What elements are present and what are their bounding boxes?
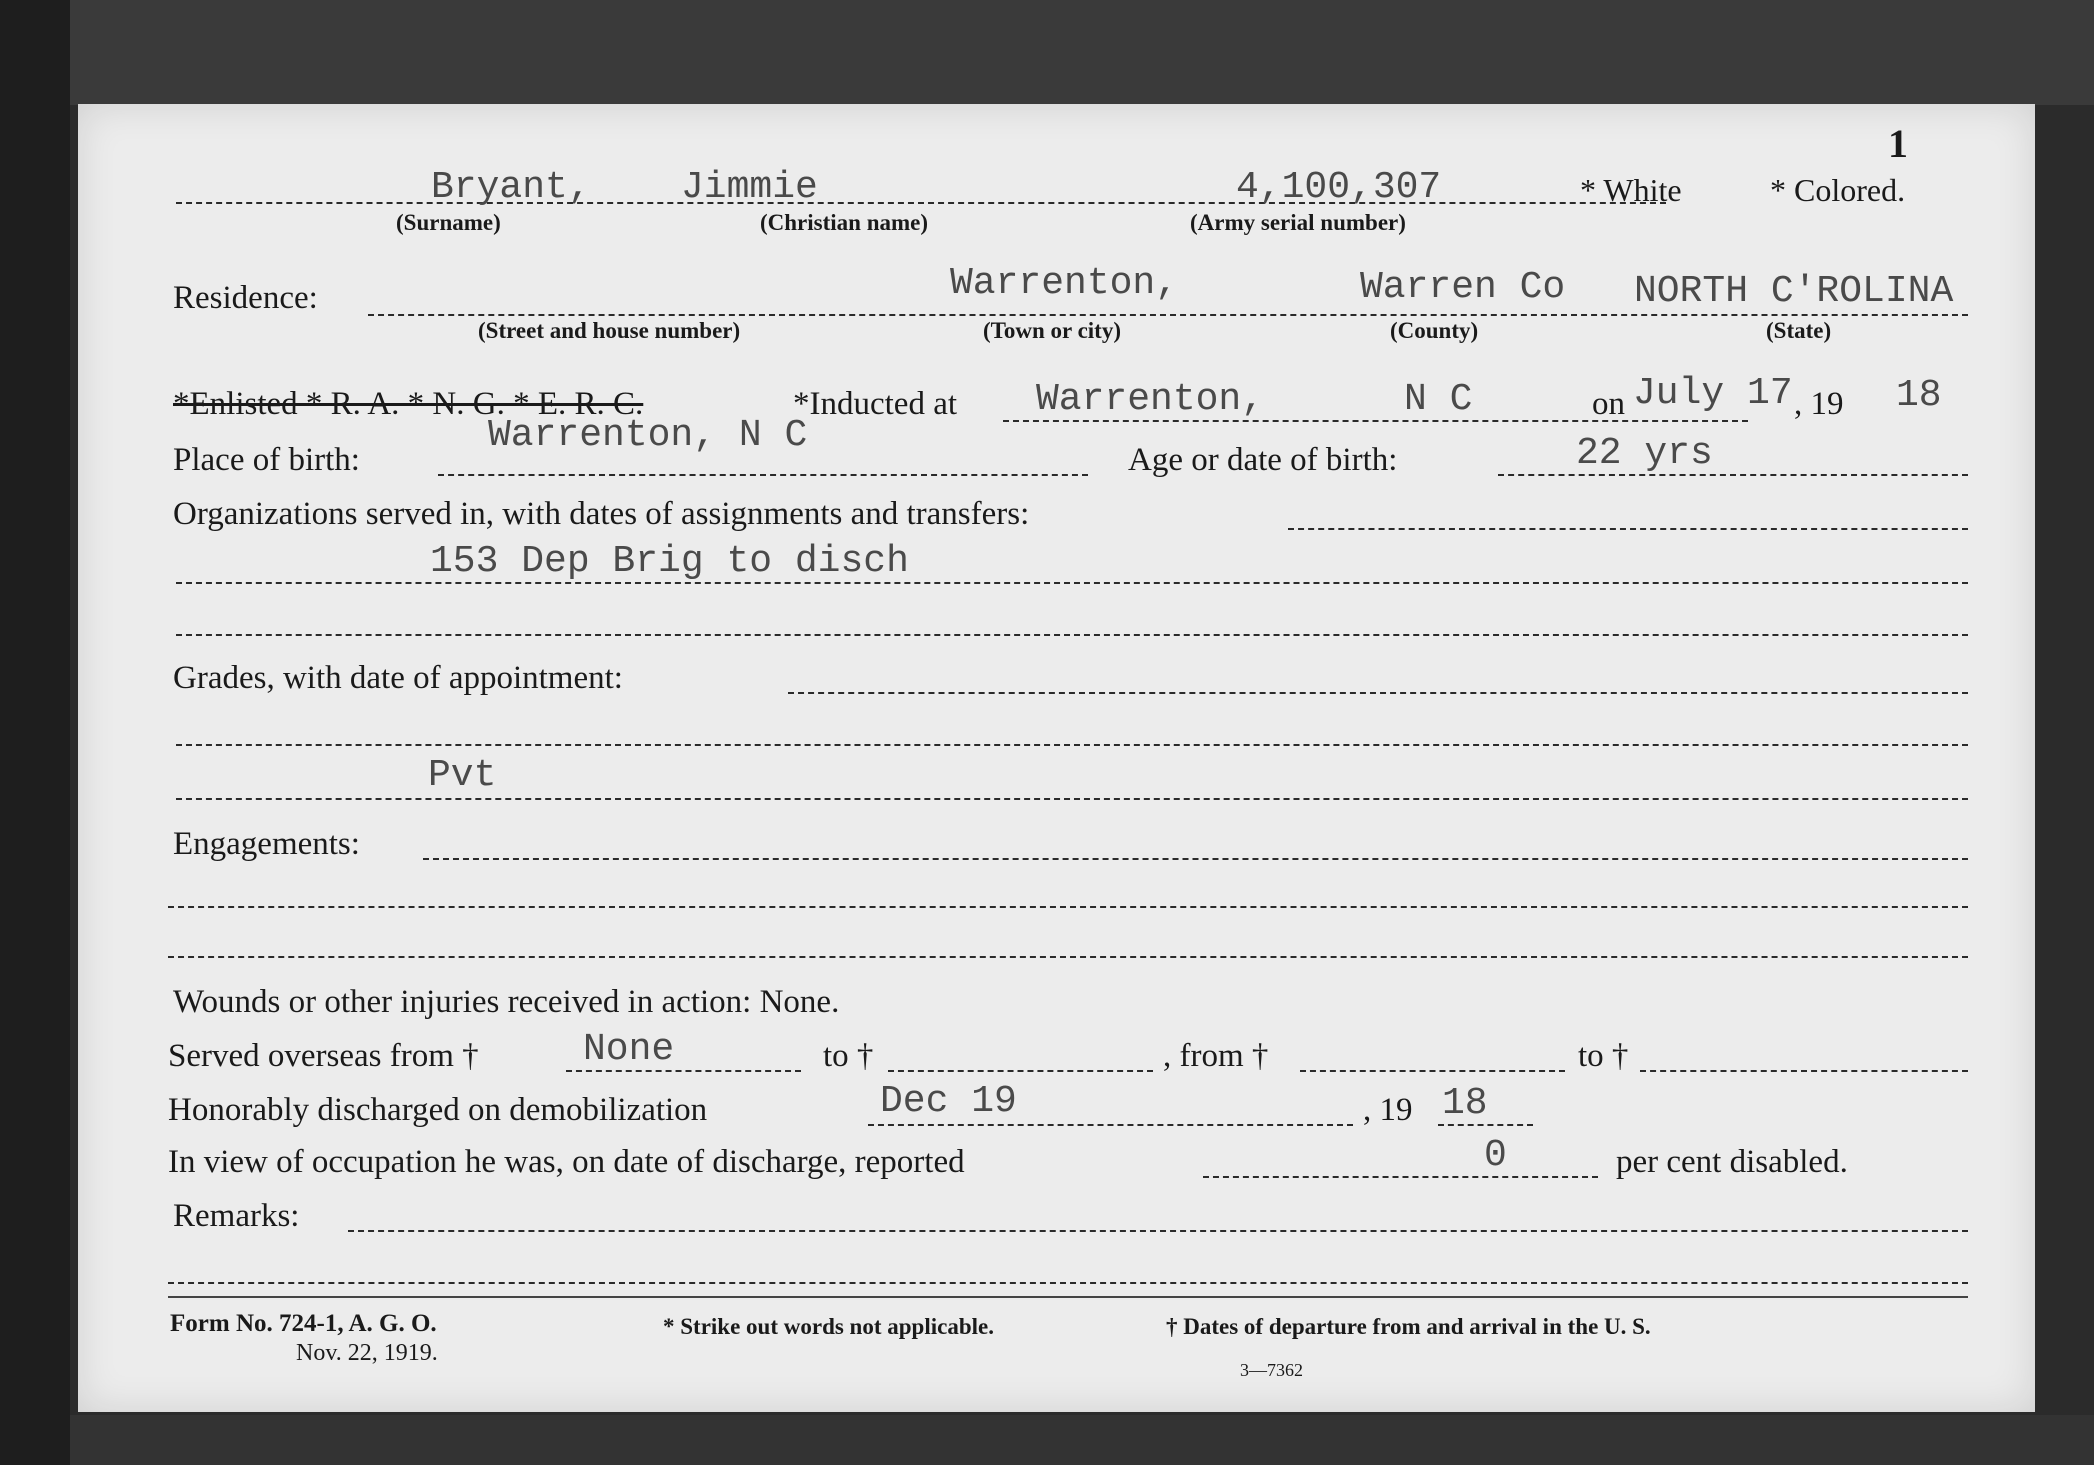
service-record-card: [78, 104, 2035, 1412]
on-label: on: [1592, 386, 1625, 422]
grades-label: Grades, with date of appointment:: [173, 660, 623, 696]
overseas-label: Served overseas from †: [168, 1038, 479, 1074]
inducted-label: *Inducted at: [793, 386, 958, 422]
discharge-label: Honorably discharged on demobilization: [168, 1092, 708, 1128]
form-number: Form No. 724-1, A. G. O.: [170, 1310, 437, 1337]
inducted-place-value: Warrenton,: [1036, 378, 1265, 421]
state-caption: (State): [1766, 318, 1832, 343]
white-option: * White: [1580, 172, 1682, 208]
overseas-to2-label: to †: [1578, 1038, 1629, 1074]
overseas-value: None: [583, 1028, 675, 1071]
grade-value: Pvt: [428, 754, 497, 797]
scan-top-edge: [70, 0, 2094, 105]
birth-place-line: [438, 474, 1088, 476]
wounds-label: Wounds or other injuries received in action: None.: [173, 984, 840, 1020]
scan-bottom-edge: [70, 1415, 2094, 1465]
scan-left-edge: [0, 0, 70, 1465]
christian-name-value: Jimmie: [681, 166, 818, 209]
name-line: [176, 202, 1666, 204]
age-line: [1498, 474, 1968, 476]
inducted-year-value: 18: [1896, 374, 1942, 417]
overseas-from2-line: [1300, 1070, 1565, 1072]
surname-caption: (Surname): [396, 210, 501, 235]
organizations-label: Organizations served in, with dates of assignments and transfers:: [173, 496, 1030, 532]
overseas-to-line: [888, 1070, 1153, 1072]
organizations-line-3: [176, 634, 1968, 636]
town-caption: (Town or city): [983, 318, 1121, 343]
strike-note: * Strike out words not applicable.: [663, 1314, 994, 1339]
engagements-label: Engagements:: [173, 826, 360, 862]
organizations-line-2: [176, 582, 1968, 584]
surname-value: Bryant,: [431, 166, 591, 209]
birth-place-label: Place of birth:: [173, 442, 360, 478]
grades-line-3: [176, 798, 1968, 800]
residence-town-value: Warrenton,: [950, 262, 1179, 305]
grades-line-1: [788, 692, 1968, 694]
disability-line: [1203, 1176, 1598, 1178]
army-serial-value: 4,100,307: [1236, 166, 1442, 209]
christian-name-caption: (Christian name): [760, 210, 929, 235]
age-label: Age or date of birth:: [1128, 442, 1398, 478]
grades-line-2: [176, 744, 1968, 746]
organizations-value: 153 Dep Brig to disch: [430, 540, 909, 583]
discharge-date-line: [868, 1124, 1353, 1126]
footer-rule: [168, 1296, 1968, 1298]
residence-county-value: Warren Co: [1360, 266, 1566, 309]
inducted-state-value: N C: [1404, 378, 1473, 421]
discharge-year-value: 18: [1442, 1082, 1488, 1125]
colored-option: * Colored.: [1770, 172, 1906, 208]
discharge-year-prefix: , 19: [1363, 1092, 1413, 1128]
street-caption: (Street and house number): [478, 318, 741, 343]
age-value: 22 yrs: [1576, 432, 1713, 475]
remarks-label: Remarks:: [173, 1198, 300, 1234]
disability-value: 0: [1484, 1134, 1507, 1177]
overseas-to2-line: [1640, 1070, 1968, 1072]
inducted-date-value: July 17: [1633, 372, 1793, 415]
engagements-line-3: [168, 956, 1968, 958]
remarks-line-1: [348, 1230, 1968, 1232]
engagements-line-1: [423, 858, 1968, 860]
disability-suffix: per cent disabled.: [1616, 1144, 1848, 1180]
overseas-to-label: to †: [823, 1038, 874, 1074]
inducted-year-prefix: , 19: [1794, 386, 1844, 422]
residence-label: Residence:: [173, 280, 318, 316]
serial-caption: (Army serial number): [1190, 210, 1406, 235]
residence-state-value: NORTH C'ROLINA: [1634, 270, 1954, 313]
enlisted-options: *Enlisted * R. A. * N. G. * E. R. C.: [173, 386, 644, 422]
disability-label: In view of occupation he was, on date of discharge, reported: [168, 1144, 965, 1180]
remarks-line-2: [168, 1282, 1968, 1284]
overseas-from2-label: , from †: [1163, 1038, 1269, 1074]
residence-line: [368, 314, 1968, 316]
form-date: Nov. 22, 1919.: [296, 1340, 438, 1366]
discharge-date-value: Dec 19: [880, 1080, 1017, 1123]
card-number: 1: [1888, 121, 1908, 166]
engagements-line-2: [168, 906, 1968, 908]
county-caption: (County): [1390, 318, 1479, 343]
birth-place-value: Warrenton, N C: [488, 414, 808, 457]
organizations-line-1: [1288, 528, 1968, 530]
form-code: 3—7362: [1240, 1360, 1303, 1380]
dates-note: † Dates of departure from and arrival in the U. S.: [1166, 1314, 1651, 1339]
